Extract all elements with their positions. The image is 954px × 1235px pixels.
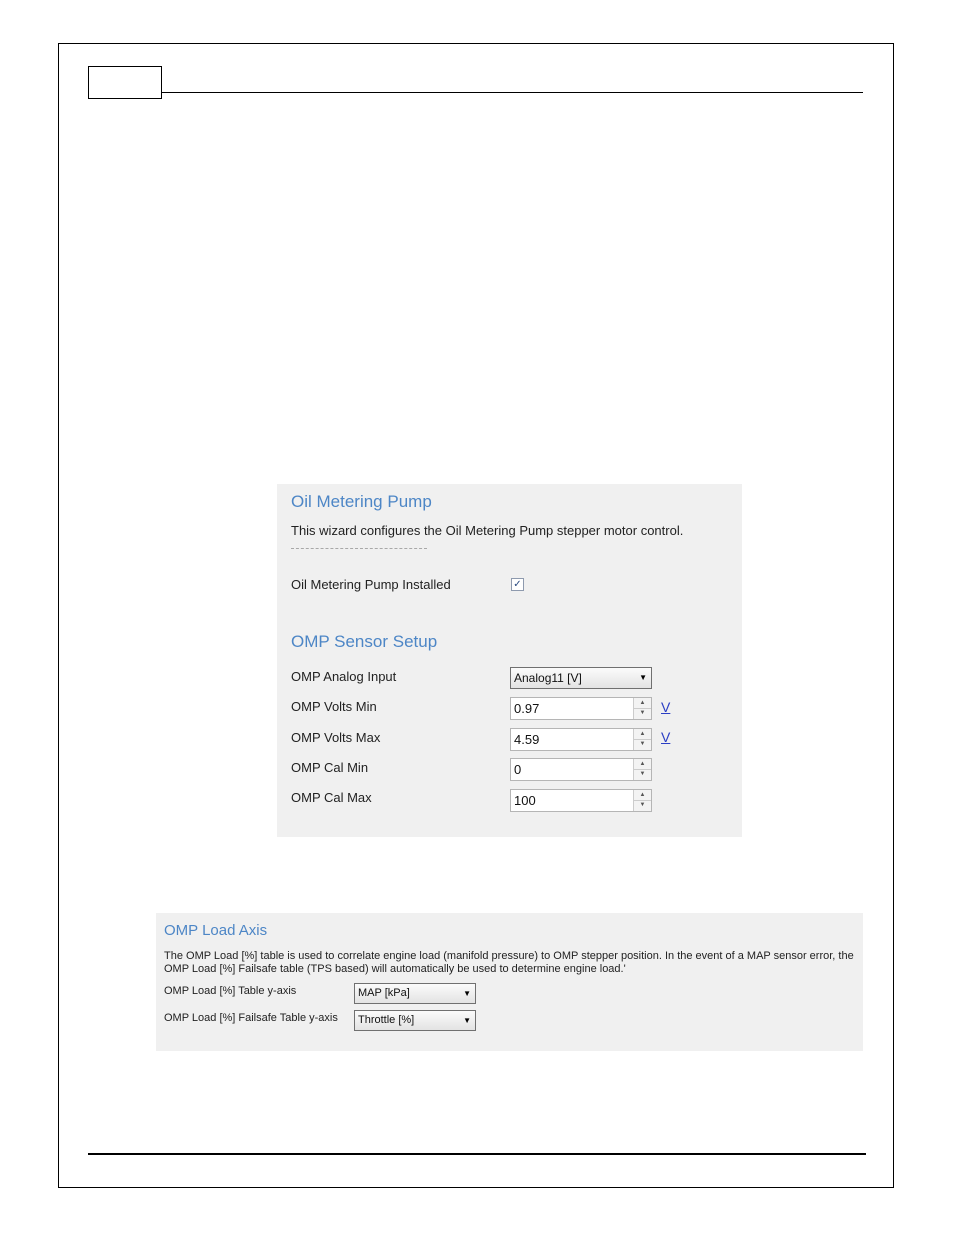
- panel-title: Oil Metering Pump: [291, 492, 432, 511]
- cal-max-label: OMP Cal Max: [291, 790, 372, 805]
- dropdown-arrow-icon: ▼: [463, 989, 471, 998]
- cal-min-input[interactable]: [510, 758, 652, 781]
- volts-max-value: 4.59: [514, 732, 540, 747]
- volts-max-input[interactable]: [510, 728, 652, 751]
- spin-buttons: [633, 698, 651, 719]
- dropdown-arrow-icon: ▼: [463, 1016, 471, 1025]
- sensor-setup-heading: OMP Sensor Setup: [291, 632, 438, 651]
- cal-max-input[interactable]: [510, 789, 652, 812]
- spin-buttons: [633, 729, 651, 750]
- spin-up-icon[interactable]: ▲: [634, 790, 651, 801]
- spin-down-icon[interactable]: ▼: [639, 710, 646, 716]
- volts-min-value: 0.97: [514, 701, 540, 716]
- checkmark-icon: ✓: [513, 579, 522, 590]
- cal-max-value: 100: [514, 793, 536, 808]
- spin-up-icon[interactable]: ▲: [634, 759, 651, 770]
- dashed-divider: [291, 548, 427, 549]
- panel-description: This wizard configures the Oil Metering Pump stepper motor control.: [291, 523, 684, 538]
- table-yaxis-value: MAP [kPa]: [358, 987, 410, 999]
- volts-min-unit-link[interactable]: V: [661, 699, 671, 715]
- spin-buttons: [633, 790, 651, 811]
- installed-checkbox[interactable]: [511, 578, 524, 591]
- analog-input-select[interactable]: [510, 667, 652, 689]
- spin-up-icon[interactable]: ▲: [634, 698, 651, 709]
- table-yaxis-label: OMP Load [%] Table y-axis: [164, 985, 297, 997]
- failsafe-yaxis-label: OMP Load [%] Failsafe Table y-axis: [164, 1012, 338, 1024]
- spin-down-icon[interactable]: ▼: [639, 741, 646, 747]
- volts-min-input[interactable]: [510, 697, 652, 720]
- installed-label: Oil Metering Pump Installed: [291, 577, 451, 592]
- oil-metering-pump-panel: [277, 484, 742, 837]
- spin-down-icon[interactable]: ▼: [639, 802, 646, 808]
- failsafe-yaxis-value: Throttle [%]: [358, 1014, 415, 1026]
- load-axis-description: The OMP Load [%] table is used to correlate engine load (manifold pressure) to OMP stepper position. In the event of a MAP sensor error, the OMP Load [%] Failsafe table (TPS based) will automatically be used to determine engine load.': [164, 950, 854, 975]
- failsafe-yaxis-select[interactable]: [354, 1010, 476, 1031]
- analog-input-value: Analog11 [V]: [514, 671, 582, 685]
- spin-buttons: [633, 759, 651, 780]
- load-axis-title: OMP Load Axis: [164, 922, 268, 939]
- cal-min-label: OMP Cal Min: [291, 760, 369, 775]
- volts-max-label: OMP Volts Max: [291, 730, 381, 745]
- footer-rule: [88, 1153, 866, 1155]
- table-yaxis-select[interactable]: [354, 983, 476, 1004]
- cal-min-value: 0: [514, 762, 522, 777]
- spin-down-icon[interactable]: ▼: [639, 771, 646, 777]
- volts-max-unit-link[interactable]: V: [661, 729, 671, 745]
- spin-up-icon[interactable]: ▲: [634, 729, 651, 740]
- volts-min-label: OMP Volts Min: [291, 699, 377, 714]
- omp-load-axis-panel: [156, 913, 863, 1051]
- dropdown-arrow-icon: ▼: [639, 673, 647, 682]
- page-number-box: [88, 66, 162, 99]
- analog-input-label: OMP Analog Input: [291, 669, 397, 684]
- header-rule: [162, 92, 863, 93]
